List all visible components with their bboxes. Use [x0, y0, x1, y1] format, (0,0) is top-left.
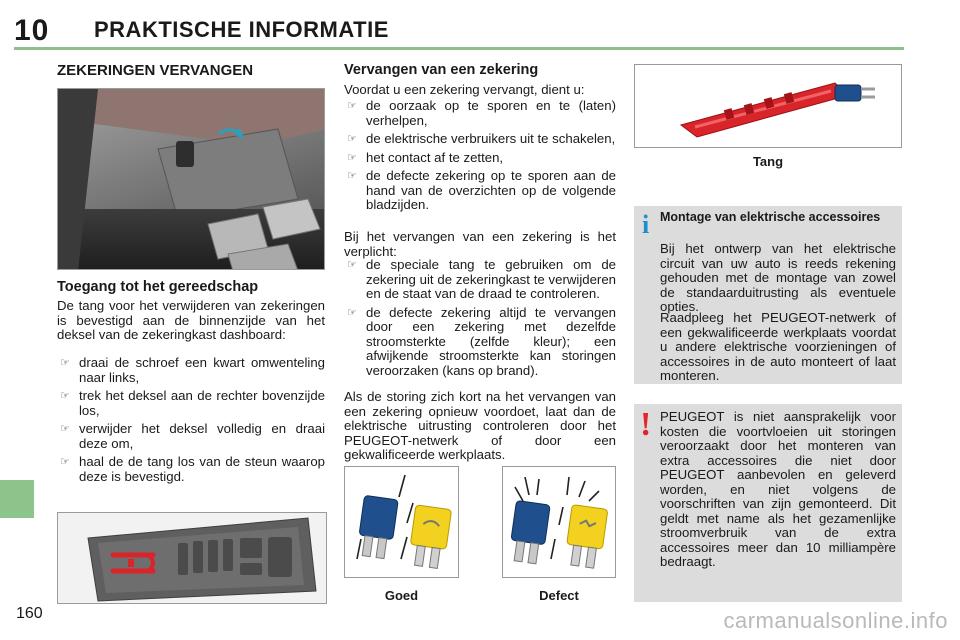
bullet-hand-icon: ☞: [347, 151, 357, 164]
subsection-title-replace-fuse: Vervangen van een zekering: [344, 62, 539, 78]
list-item: ☞ draai de schroef een kwart omwenteling naar links,: [60, 355, 325, 385]
fuse-good-illustration: [344, 466, 459, 578]
info-icon: i: [642, 210, 650, 239]
fuse-puller-photo: [634, 64, 902, 148]
bullet-hand-icon: ☞: [60, 456, 70, 468]
list-item: ☞ de speciale tang te gebruiken om de zekering uit de zekeringkast te verwijderen en de staat van de draad te controleren.: [347, 257, 616, 301]
caption-tang: Tang: [752, 154, 784, 169]
bullet-hand-icon: ☞: [60, 423, 70, 435]
bullet-hand-icon: ☞: [60, 357, 70, 369]
bullet-hand-icon: ☞: [347, 306, 357, 319]
tool-access-steps: [57, 356, 325, 488]
section-title: ZEKERINGEN VERVANGEN: [57, 62, 254, 79]
watermark: carmanualsonline.info: [723, 608, 948, 633]
bullet-hand-icon: ☞: [347, 100, 357, 112]
dashboard-illustration: [58, 89, 325, 270]
info-box-paragraph-1: Bij het ontwerp van het elektrische circuit van uw auto is reeds rekening gehouden met de montage van zowel de standaarduitrusting als eventuele opties.: [660, 241, 896, 314]
dashboard-photo: [57, 88, 325, 270]
replace-fuse-intro: Voordat u een zekering vervangt, dient u:: [344, 82, 585, 97]
list-item: ☞ verwijder het deksel volledig en draai deze om,: [60, 421, 325, 451]
list-item: ☞ de oorzaak op te sporen en te (laten) verhelpen,: [347, 98, 616, 128]
fuse-defect-illustration: [502, 466, 616, 578]
list-item: ☞ haal de de tang los van de steun waarop deze is bevestigd.: [60, 454, 325, 484]
mandatory-intro: Bij het vervangen van een zekering is het verplicht:: [344, 229, 616, 259]
list-item: ☞ de defecte zekering altijd te vervangen door een zekering met dezelfde stroomsterkte (zelfde kleur); een afwijkende stroomsterkte kan storingen veroorzaken (kans op brand).: [347, 304, 616, 378]
tool-access-intro: De tang voor het verwijderen van zekeringen is bevestigd aan de binnenzijde van het deksel van de zekeringkast dashboard:: [57, 298, 325, 342]
bullet-hand-icon: ☞: [347, 133, 357, 145]
caption-defect: Defect: [539, 588, 579, 603]
page-number: 160: [16, 605, 43, 622]
chapter-side-tab: [0, 480, 34, 518]
info-box-accessories: [634, 206, 902, 384]
warning-text: PEUGEOT is niet aansprakelijk voor kosten die voortvloeien uit storingen veroorzaakt door het monteren van extra accessoires die niet door PEUGEOT aanbevolen en geleverd worden, en niet volgens de voorschriften van zijn gemonteerd. Dit geldt met name als het gezamenlijke stroomverbruik van de extra accessoires meer dan 10 milliampère bedraagt.: [660, 409, 896, 569]
recurring-fault-note: Als de storing zich kort na het vervangen van een zekering opnieuw voordoet, laat dan de elektrische uitrusting controleren door het PEUGEOT-netwerk of door een gekwalificeerde werkplaats.: [344, 389, 616, 462]
warning-box-liability: [634, 404, 902, 602]
info-box-paragraph-2: Raadpleeg het PEUGEOT-netwerk of een gekwalificeerde werkplaats voordat u andere elektrische voorzieningen of accessoires in de auto monteert of laat monteren.: [660, 310, 896, 383]
replace-fuse-steps: [344, 99, 616, 217]
subsection-title-tool-access: Toegang tot het gereedschap: [57, 279, 259, 295]
list-item: ☞ het contact af te zetten,: [347, 149, 504, 165]
caption-good: Goed: [384, 588, 419, 603]
warning-icon: !: [640, 406, 652, 443]
bullet-hand-icon: ☞: [60, 390, 70, 402]
mandatory-steps: [344, 258, 616, 382]
fuse-box-lid-photo: [57, 512, 327, 604]
list-item: ☞ de elektrische verbruikers uit te schakelen,: [347, 131, 616, 146]
bullet-hand-icon: ☞: [347, 259, 357, 271]
bullet-hand-icon: ☞: [347, 170, 357, 182]
list-item: ☞ trek het deksel aan de rechter bovenzijde los,: [60, 388, 325, 418]
header-rule: [14, 47, 904, 50]
fuse-box-lid-illustration: [58, 513, 326, 603]
chapter-title: PRAKTISCHE INFORMATIE: [94, 17, 389, 42]
info-box-title: Montage van elektrische accessoires: [660, 210, 881, 224]
chapter-number: 10: [14, 14, 50, 47]
fuse-puller-illustration: [635, 65, 901, 147]
list-item: ☞ de defecte zekering op te sporen aan de hand van de overzichten op de volgende bladzijden.: [347, 168, 616, 212]
